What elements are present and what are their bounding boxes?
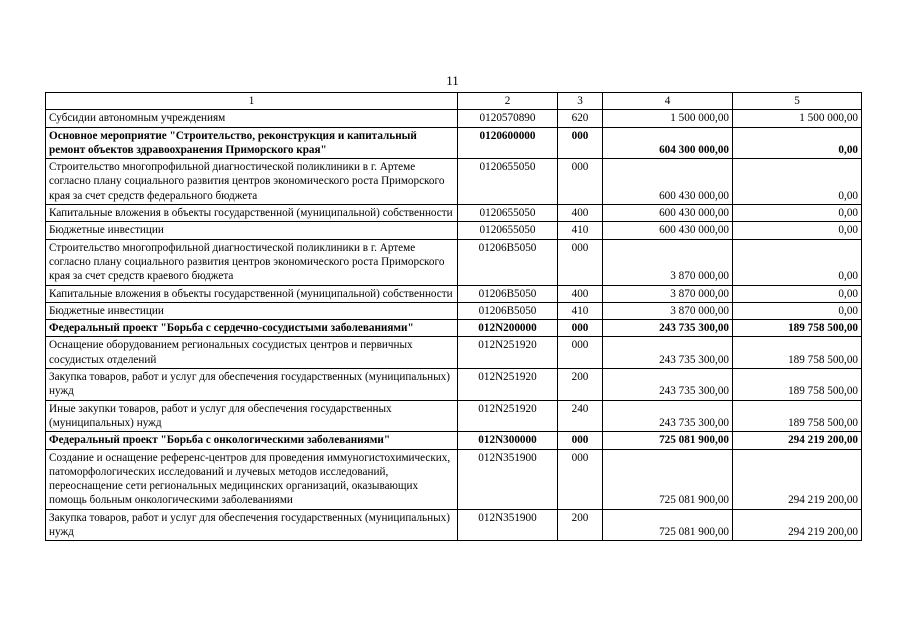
row-name-cell: Строительство многопрофильной диагностической поликлиники в г. Артеме согласно плану социального развития центров экономического роста Приморского края за счет средств федерального бюджета: [46, 159, 458, 205]
row-name-cell: Оснащение оборудованием региональных сосудистых центров и первичных сосудистых отделений: [46, 337, 458, 369]
row-type-cell: 000: [558, 127, 603, 159]
header-cell: 2: [458, 93, 558, 110]
row-type-cell: 200: [558, 509, 603, 541]
row-name-cell: Федеральный проект "Борьба с сердечно-сосудистыми заболеваниями": [46, 320, 458, 337]
row-code-cell: 0120570890: [458, 110, 558, 127]
row-code-cell: 012N351900: [458, 509, 558, 541]
row-amount-col5-cell: 189 758 500,00: [733, 400, 862, 432]
table-row: [46, 110, 862, 127]
table-row: [46, 302, 862, 319]
row-name-cell: Иные закупки товаров, работ и услуг для обеспечения государственных (муниципальных) нужд: [46, 400, 458, 432]
row-name-cell: Федеральный проект "Борьба с онкологическими заболеваниями": [46, 432, 458, 449]
row-amount-col4-cell: 600 430 000,00: [603, 205, 733, 222]
row-amount-col5-cell: 0,00: [733, 127, 862, 159]
row-amount-col5-cell: 294 219 200,00: [733, 432, 862, 449]
header-cell: 1: [46, 93, 458, 110]
row-type-cell: 000: [558, 449, 603, 509]
row-code-cell: 012N251920: [458, 337, 558, 369]
row-type-cell: 400: [558, 285, 603, 302]
row-type-cell: 620: [558, 110, 603, 127]
header-cell: 5: [733, 93, 862, 110]
row-amount-col4-cell: 1 500 000,00: [603, 110, 733, 127]
row-name-cell: Капитальные вложения в объекты государственной (муниципальной) собственности: [46, 285, 458, 302]
row-amount-col4-cell: 243 735 300,00: [603, 320, 733, 337]
row-amount-col4-cell: 243 735 300,00: [603, 337, 733, 369]
row-amount-col4-cell: 243 735 300,00: [603, 369, 733, 401]
row-type-cell: 000: [558, 239, 603, 285]
row-amount-col5-cell: 189 758 500,00: [733, 369, 862, 401]
row-amount-col4-cell: 3 870 000,00: [603, 239, 733, 285]
row-code-cell: 01206В5050: [458, 285, 558, 302]
page-number: 11: [446, 73, 459, 88]
row-amount-col4-cell: 725 081 900,00: [603, 449, 733, 509]
row-code-cell: 012N251920: [458, 369, 558, 401]
row-code-cell: 0120655050: [458, 222, 558, 239]
table-row: [46, 285, 862, 302]
row-name-cell: Создание и оснащение референс-центров для проведения иммуногистохимических, патоморфологических исследований и лучевых методов исследований, переоснащение сети региональных медицинских организаций, оказывающих помощь больным онкологическими заболеваниями: [46, 449, 458, 509]
row-type-cell: 200: [558, 369, 603, 401]
table-row: [46, 509, 862, 541]
row-amount-col4-cell: 3 870 000,00: [603, 302, 733, 319]
table-row: [46, 205, 862, 222]
table-row: [46, 449, 862, 509]
row-code-cell: 012N351900: [458, 449, 558, 509]
table-row: [46, 320, 862, 337]
row-name-cell: Субсидии автономным учреждениям: [46, 110, 458, 127]
table-row: [46, 239, 862, 285]
row-amount-col4-cell: 725 081 900,00: [603, 432, 733, 449]
row-code-cell: 012N251920: [458, 400, 558, 432]
row-amount-col5-cell: 0,00: [733, 159, 862, 205]
row-amount-col4-cell: 600 430 000,00: [603, 159, 733, 205]
row-name-cell: Капитальные вложения в объекты государственной (муниципальной) собственности: [46, 205, 458, 222]
row-amount-col5-cell: 1 500 000,00: [733, 110, 862, 127]
row-amount-col4-cell: 3 870 000,00: [603, 285, 733, 302]
row-amount-col5-cell: 294 219 200,00: [733, 509, 862, 541]
row-name-cell: Бюджетные инвестиции: [46, 302, 458, 319]
row-name-cell: Строительство многопрофильной диагностической поликлиники в г. Артеме согласно плану социального развития центров экономического роста Приморского края за счет средств краевого бюджета: [46, 239, 458, 285]
row-amount-col5-cell: 0,00: [733, 239, 862, 285]
row-type-cell: 240: [558, 400, 603, 432]
row-amount-col5-cell: 189 758 500,00: [733, 337, 862, 369]
row-amount-col4-cell: 604 300 000,00: [603, 127, 733, 159]
table-header-row: [46, 93, 862, 110]
row-code-cell: 0120655050: [458, 205, 558, 222]
table-row: [46, 127, 862, 159]
row-type-cell: 410: [558, 222, 603, 239]
row-amount-col4-cell: 725 081 900,00: [603, 509, 733, 541]
row-amount-col5-cell: 0,00: [733, 222, 862, 239]
header-cell: 4: [603, 93, 733, 110]
row-amount-col5-cell: 0,00: [733, 285, 862, 302]
row-name-cell: Закупка товаров, работ и услуг для обеспечения государственных (муниципальных) нужд: [46, 369, 458, 401]
row-type-cell: 410: [558, 302, 603, 319]
row-code-cell: 0120600000: [458, 127, 558, 159]
row-name-cell: Основное мероприятие "Строительство, реконструкция и капитальный ремонт объектов здравоохранения Приморского края": [46, 127, 458, 159]
row-amount-col4-cell: 243 735 300,00: [603, 400, 733, 432]
row-amount-col5-cell: 189 758 500,00: [733, 320, 862, 337]
row-type-cell: 000: [558, 337, 603, 369]
row-amount-col5-cell: 294 219 200,00: [733, 449, 862, 509]
row-amount-col5-cell: 0,00: [733, 302, 862, 319]
table-row: [46, 222, 862, 239]
budget-table: [45, 92, 862, 541]
header-cell: 3: [558, 93, 603, 110]
row-name-cell: Бюджетные инвестиции: [46, 222, 458, 239]
row-code-cell: 012N300000: [458, 432, 558, 449]
table-row: [46, 159, 862, 205]
table-row: [46, 400, 862, 432]
row-type-cell: 000: [558, 320, 603, 337]
table-row: [46, 337, 862, 369]
table-row: [46, 369, 862, 401]
row-type-cell: 000: [558, 432, 603, 449]
row-code-cell: 01206В5050: [458, 302, 558, 319]
row-amount-col4-cell: 600 430 000,00: [603, 222, 733, 239]
row-code-cell: 0120655050: [458, 159, 558, 205]
row-code-cell: 01206В5050: [458, 239, 558, 285]
row-type-cell: 000: [558, 159, 603, 205]
row-amount-col5-cell: 0,00: [733, 205, 862, 222]
row-code-cell: 012N200000: [458, 320, 558, 337]
table-row: [46, 432, 862, 449]
row-type-cell: 400: [558, 205, 603, 222]
row-name-cell: Закупка товаров, работ и услуг для обеспечения государственных (муниципальных) нужд: [46, 509, 458, 541]
